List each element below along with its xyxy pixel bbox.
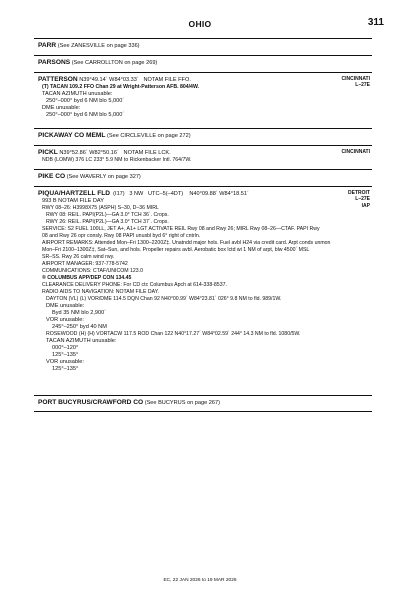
entry-title: PORT BUCYRUS/CRAWFORD CO [38,399,144,406]
footer-effective-dates: EC, 22 JAN 2026 to 19 MAR 2026 [163,578,237,583]
radio-aids-line: RADIO AIDS TO NAVIGATION: NOTAM FILE DAY. [42,289,159,295]
rosewood-vortac-line: ROSEWOOD (H) (H) VORTACW 117.5 ROD Chan 122 N40°17.27´ W84°02.59´ 244° 14.3 NM to fld. 1080/5W. [46,331,301,337]
region-label: CINCINNATI [341,149,370,155]
info-line: DME unusable: [42,105,81,111]
info-line: DME unusable: [46,303,85,309]
notam-file: NOTAM FILE FFO. [143,77,191,83]
divider [34,169,372,170]
entry-title: PICKL [38,149,58,156]
entry-title: PIQUA/HARTZELL FLD [38,190,111,197]
entry-pikeco [38,173,370,181]
info-line: 250°–000° byd 6 NM blo 5,000´ [46,98,125,104]
divider [34,128,372,129]
clearance-line: CLEARANCE DELIVERY PHONE: For CD ctc Columbus Apch at 614-338-8537. [42,282,227,288]
remarks-line: SR–SS. Rwy 26 calm wind rwy. [42,254,115,260]
elevation-line: 993 B NOTAM FILE DAY [42,198,104,204]
entry-pickl [38,149,370,169]
info-line: TACAN AZIMUTH unusable: [46,338,117,344]
approach-line: ® COLUMBUS APP/DEP CON 134.45 [42,275,132,281]
info-line: 125°–135° [52,366,79,372]
ndb-line: NDB (LOMW) 376 LC 233° 5.9 NM to Rickenbacker Intl. 764/7W. [42,157,192,163]
divider [34,411,372,412]
info-line: 250°–000° byd 6 NM blo 5,000´ [46,112,125,118]
chart-label: L–27E [355,82,370,89]
entry-note: (See CIRCLEVILLE on page 272) [106,133,191,139]
runway-line: RWY 08–26: H3998X75 (ASPH) S–30, D–36 MIRL [42,205,159,211]
region-label: CINCINNATI [341,76,370,82]
entry-patterson [38,76,370,128]
entry-note: (See ZANESVILLE on page 336) [57,43,140,49]
service-line: SERVICE: S2 FUEL 100LL, JET A+, A1+ LGT ACTIVATE REIL Rwy 08 and Rwy 26; MIRL Rwy 08–26—CTAF. PAPI Rwy [42,226,320,232]
utc: UTC–5(–4DT) [148,191,184,197]
info-line: VOR unusable: [46,317,84,323]
divider [34,395,372,396]
entry-pickaway [38,132,370,140]
info-line: VOR unusable: [46,359,84,365]
iap-label: IAP [361,202,370,209]
info-line: 125°–135° [52,352,79,358]
entry-title: PARSONS [38,59,71,66]
communications-line: COMMUNICATIONS: CTAF/UNICOM 123.0 [42,268,143,274]
coords: N40°09.88´ W84°18.51´ [189,191,249,197]
divider [34,38,372,39]
dayton-vor-line: DAYTON (VL) (L) VOR/DME 114.5 DQN Chan 92 N40°00.99´ W84°23.81´ 026° 9.8 NM to fld. 989/1W. [46,296,282,302]
entry-title: PARR [38,42,57,49]
coords: N39°52.86´ W82°50.16´ [59,150,119,156]
location: 3 NW [129,191,144,197]
entry-note: (See CARROLLTON on page 269) [71,60,158,66]
runway-26: RWY 26: REIL. PAPI(P2L)—GA 3.0° TCH 37´. Crops. [46,219,169,225]
divider [34,186,372,187]
remarks-line: Mon–Fri 2100–1300Z‡, Sat–Sun, and hols. Propeller repairs avbl. Aerobatic box lctd wi 1 NM of arpt, blw 4500´ MSL [42,247,310,253]
manager-line: AIRPORT MANAGER: 937-778-5742 [42,261,128,267]
page-header-state: OHIO [188,19,212,29]
info-line: 245°–250° byd 40 NM [52,324,107,330]
entry-parr [38,42,370,50]
entry-title: PATTERSON [38,76,78,83]
entry-piqua [38,190,370,390]
tacan-line: (T) TACAN 109.2 FFO Chan 29 at Wright-Patterson AFB. 804/4W. [42,84,199,90]
remarks-line: AIRPORT REMARKS: Attended Mon–Fri 1300–2200Z‡. Unatndd major hols. Fuel avbl H24 via credit card. Arpt conds unmon [42,240,331,246]
ident: (I17) [113,191,125,197]
divider [34,55,372,56]
runway-08: RWY 08: REIL. PAPI(P2L)—GA 3.0° TCH 36´. Crops. [46,212,169,218]
divider [34,145,372,146]
entry-title: PIKE CO [38,173,66,180]
divider [34,72,372,73]
entry-title: PICKAWAY CO MEML [38,132,106,139]
region-label: DETROIT [348,190,370,196]
info-line: Byd 35 NM blo 2,900´ [52,310,107,316]
info-line: TACAN AZIMUTH unusable: [42,91,113,97]
entry-note: (See BUCYRUS on page 267) [144,400,220,406]
notam-file: NOTAM FILE LCK. [123,150,171,156]
coords: N39°49.14´ W84°03.33´ [79,77,139,83]
info-line: 000°–120° [52,345,79,351]
chart-label: L–27E [355,196,370,203]
entry-note: (See WAVERLY on page 327) [66,174,141,180]
entry-port-bucyrus [38,399,370,407]
page-number: 311 [367,17,384,28]
entry-parsons [38,59,370,67]
service-line-2: 08 and Rwy 26 opr consly. Rwy 08 PAPI unusbl byd 6° right of cntrln. [42,233,201,239]
